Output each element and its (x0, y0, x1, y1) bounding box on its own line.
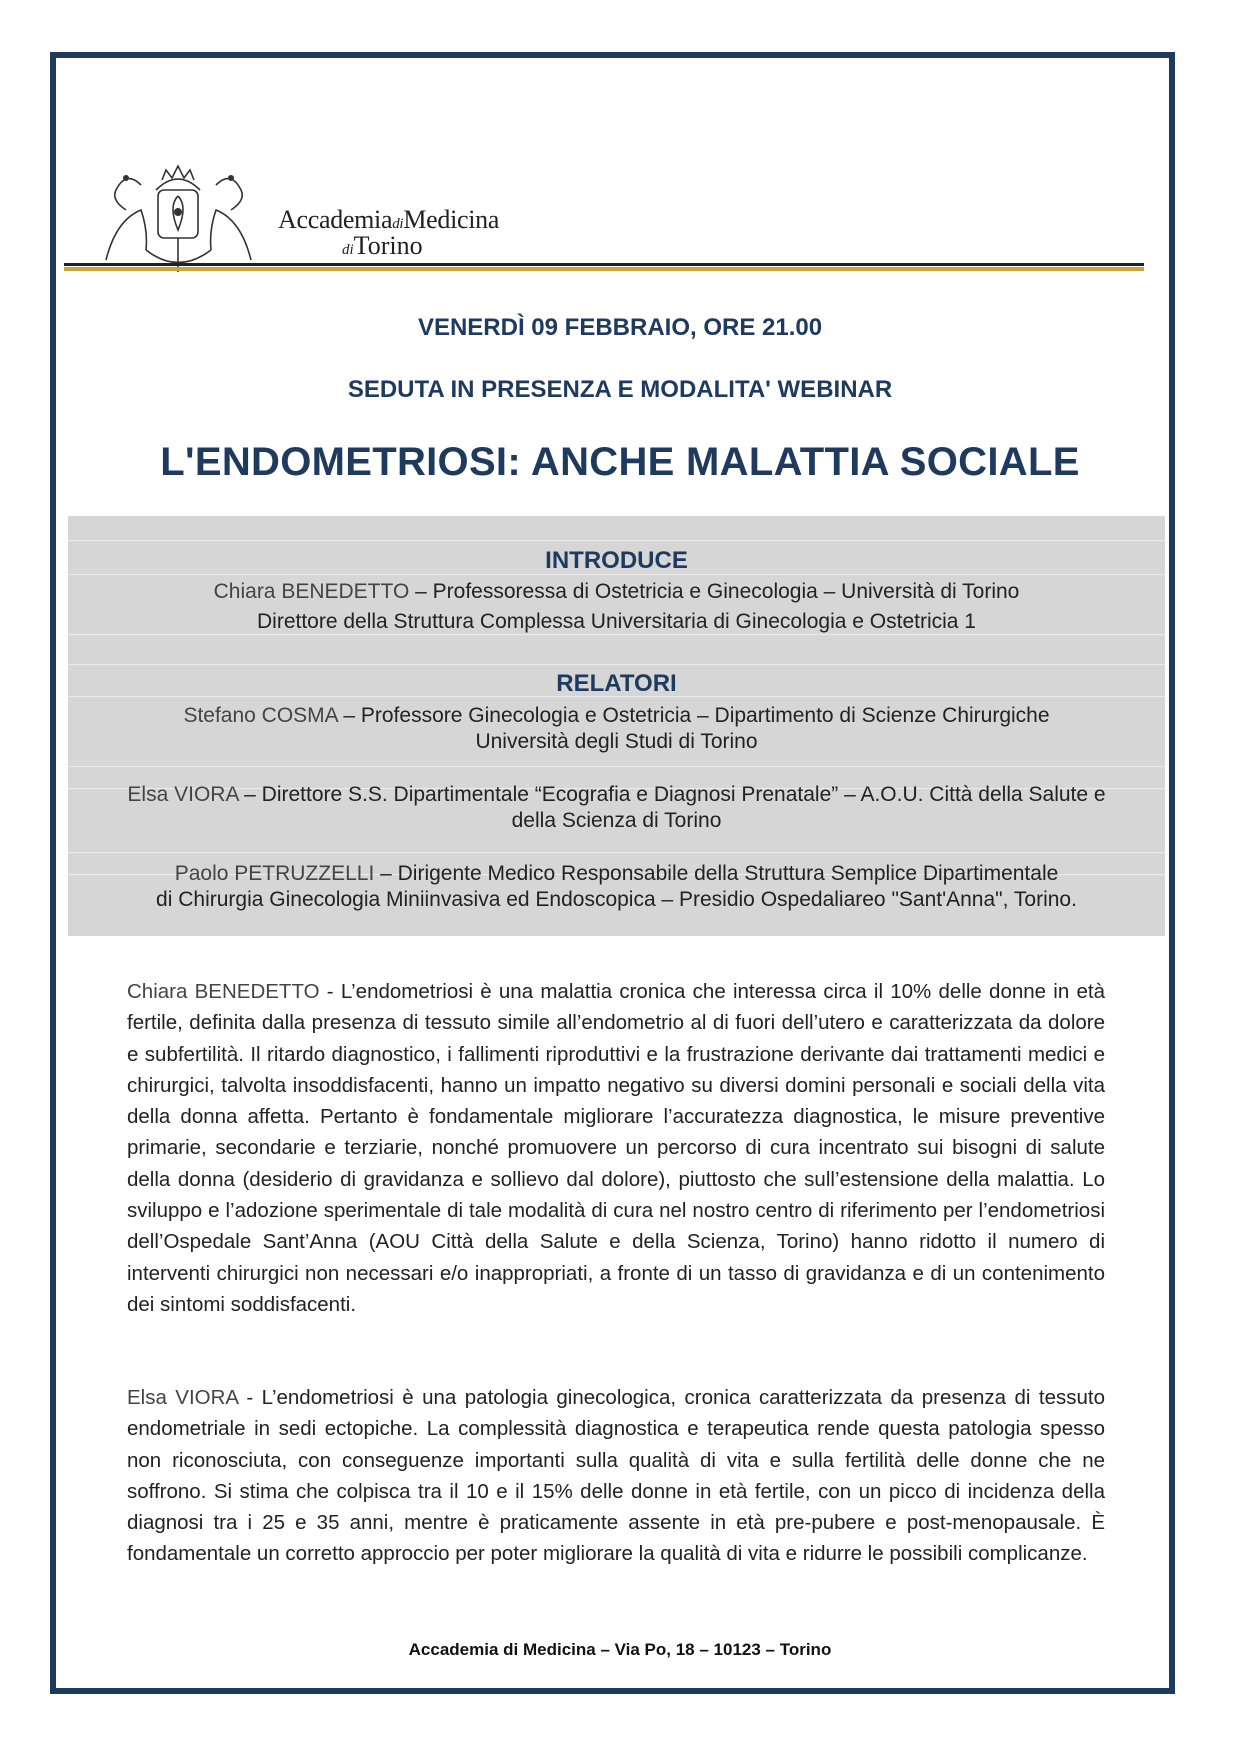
speaker-2-name: Elsa VIORA (127, 783, 239, 806)
event-date: VENERDÌ 09 FEBBRAIO, ORE 21.00 (417, 314, 823, 341)
abstract-benedetto (127, 976, 1105, 1320)
abstract-1-text: - L’endometriosi è una malattia cronica che interessa circa il 10% delle donne in età fertile, definita dalla presenza di tessuto simile all’endometrio al di fuori dell’utero e caratterizzata da dolore e subfertilità. Il ritardo diagnostico, i fallimenti riproduttivi e la frustrazione derivante dai trattamenti medici e chirurgici, talvolta insoddisfacenti, hanno un impatto negativo su diversi domini personali e sociali della vita della donna affetta. Pertanto è fondamentale migliorare l’accuratezza diagnostica, le misure preventive primarie, secondarie e terziarie, nonché promuovere un percorso di cura incentrato sui bisogni di salute della donna (desiderio di gravidanza e sollievo dal dolore), piuttosto che sull’estensione della malattia. Lo sviluppo e l’adozione sperimentale di tale modalità di cura nel nostro centro di riferimento per l’endometriosi dell’Ospedale Sant’Anna (AOU Città della Salute e della Scienza, Torino) hanno ridotto il numero di interventi chirurgici non necessari e/o inappropriati, a fronte di un tasso di gravidanza e di un contenimento dei sintomi soddisfacenti. (127, 980, 1105, 1316)
introduce-line-2: Direttore della Struttura Complessa Universitaria di Ginecologia e Ostetricia 1 (257, 610, 976, 633)
wordmark-torino: Torino (353, 231, 423, 260)
wordmark-di: di (392, 216, 404, 232)
header-rule (64, 263, 1144, 266)
wordmark-accademia: Accademia (278, 205, 393, 234)
speaker-2-role: – Direttore S.S. Dipartimentale “Ecografia e Diagnosi Prenatale” – A.O.U. Città della Salute e (238, 783, 1106, 806)
speaker-3-line-2: di Chirurgia Ginecologia Miniinvasiva ed Endoscopica – Presidio Ospedaliareo "Sant'Anna", Torino. (156, 888, 1077, 911)
wordmark-medicina: Medicina (403, 205, 500, 234)
event-session: SEDUTA IN PRESENZA E MODALITA' WEBINAR (347, 376, 893, 403)
event-title: L'ENDOMETRIOSI: ANCHE MALATTIA SOCIALE (160, 440, 1080, 484)
speaker-1-role: – Professore Ginecologia e Ostetricia – Dipartimento di Scienze Chirurgiche (337, 704, 1050, 727)
relatori-heading: RELATORI (556, 670, 677, 697)
academy-wordmark (278, 205, 499, 261)
speaker-1-line-1 (68, 704, 1165, 728)
introduce-role: – Professoressa di Ostetricia e Ginecologia – Università di Torino (409, 580, 1020, 603)
speaker-2-line-2: della Scienza di Torino (511, 809, 722, 832)
speaker-3-line-1 (68, 862, 1165, 886)
speaker-1-line-2: Università degli Studi di Torino (475, 730, 758, 753)
abstract-2-text: - L’endometriosi è una patologia ginecologica, cronica caratterizzata da presenza di tessuto endometriale in sedi ectopiche. La complessità diagnostica e terapeutica rende questa patologia spesso non riconosciuta, con conseguenze importanti sulla qualità di vita e sulla fertilità delle donne che ne soffrono. Si stima che colpisca tra il 10 e il 15% delle donne in età fertile, con un picco di incidenza della diagnosi tra i 25 e 35 anni, mentre è praticamente assente in età pre-pubere e post-menopausale. È fondamentale un corretto approccio per poter migliorare la qualità di vita e ridurre le possibili complicanze. (127, 1386, 1105, 1566)
introduce-line-1 (68, 580, 1165, 604)
abstract-1-author: Chiara BENEDETTO (127, 980, 320, 1003)
footer-address: Accademia di Medicina – Via Po, 18 – 10123 – Torino (408, 1640, 832, 1659)
abstract-2-author: Elsa VIORA (127, 1386, 238, 1409)
header-rule-gold (64, 267, 1144, 271)
speaker-3-role: – Dirigente Medico Responsabile della Struttura Semplice Dipartimentale (374, 862, 1059, 885)
wordmark-di-2: di (342, 242, 354, 258)
speaker-1-name: Stefano COSMA (183, 704, 338, 727)
coat-of-arms-logo (86, 150, 271, 280)
introduce-heading: INTRODUCE (545, 547, 688, 574)
abstract-viora (127, 1382, 1105, 1570)
speaker-3-name: Paolo PETRUZZELLI (174, 862, 375, 885)
speakers-box (68, 516, 1165, 936)
speaker-2-line-1 (68, 783, 1165, 807)
introduce-name: Chiara BENEDETTO (213, 580, 410, 603)
